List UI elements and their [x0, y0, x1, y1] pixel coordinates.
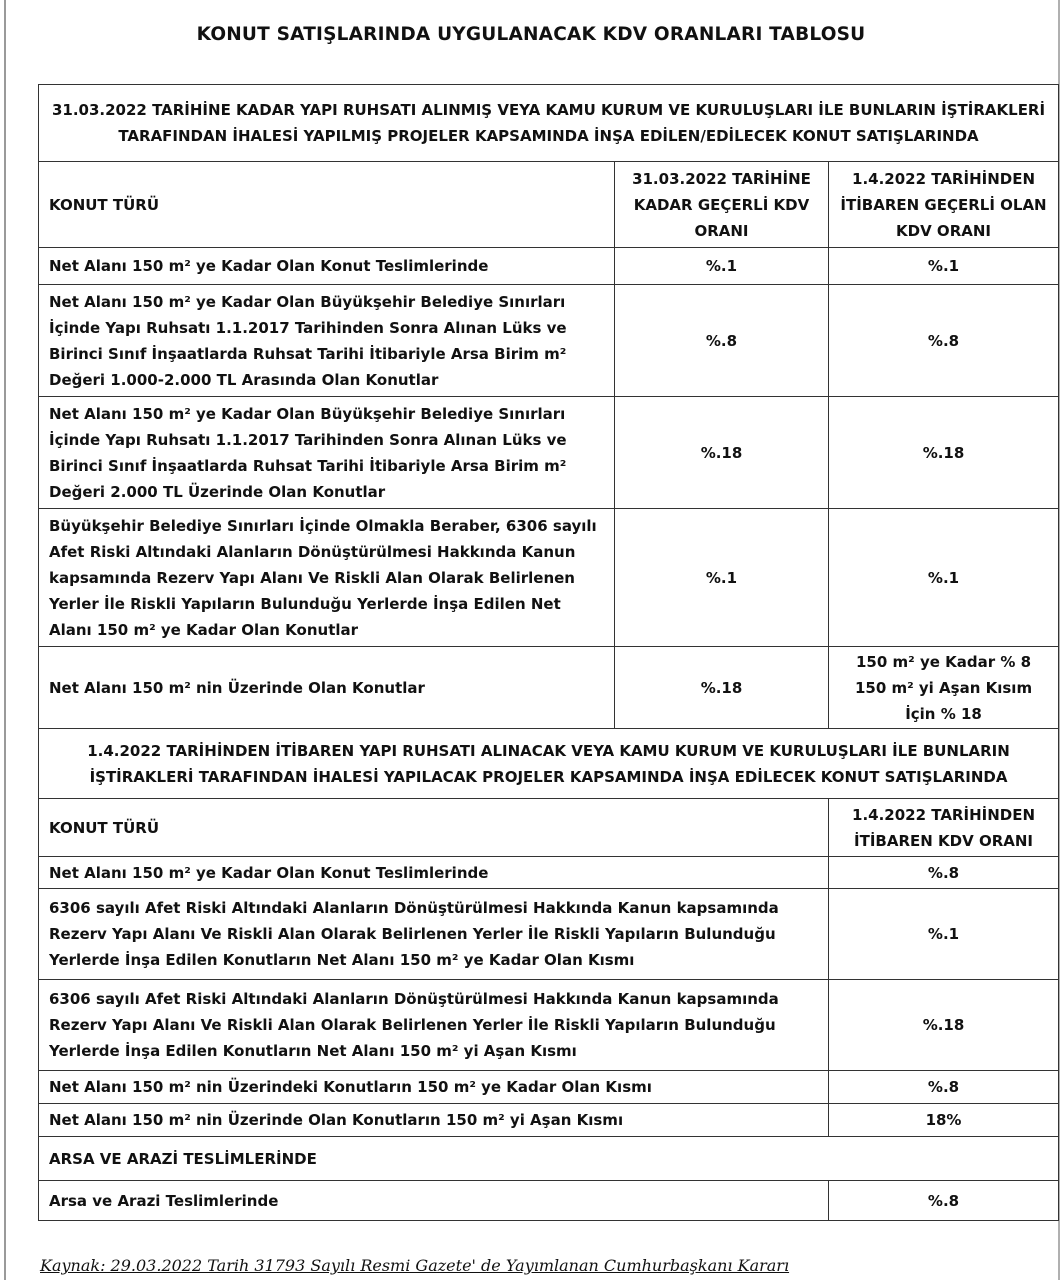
row-label: Büyükşehir Belediye Sınırları İçinde Olmakla Beraber, 6306 sayılı Afet Riski Altındaki Alanların Dönüştürülmesi Hakkında Kanun kapsamında Rezerv Yapı Alanı Ve Riskli Alan Olarak Belirlenen Yerler İle Riskli Yapıların Bulunduğu Yerlerde İnşa Edilen Net Alanı 150 m² ye Kadar Olan Konutlar: [39, 509, 615, 647]
table-row: [39, 397, 1059, 509]
row-label: 6306 sayılı Afet Riski Altındaki Alanların Dönüştürülmesi Hakkında Kanun kapsamında Rezerv Yapı Alanı Ve Riskli Alan Olarak Belirlenen Yerler İle Riskli Yapıların Bulunduğu Yerlerde İnşa Edilen Konutların Net Alanı 150 m² ye Kadar Olan Kısmı: [39, 889, 829, 980]
row-new-rate: 150 m² ye Kadar % 8 150 m² yi Aşan Kısım İçin % 18: [829, 647, 1059, 729]
table-row: [39, 1071, 1059, 1104]
row-label: Net Alanı 150 m² nin Üzerinde Olan Konutların 150 m² yi Aşan Kısmı: [39, 1104, 829, 1137]
row-new-rate: %.18: [829, 397, 1059, 509]
row-old-rate: %.18: [615, 647, 829, 729]
table-row: [39, 647, 1059, 729]
row-label: 6306 sayılı Afet Riski Altındaki Alanların Dönüştürülmesi Hakkında Kanun kapsamında Rezerv Yapı Alanı Ve Riskli Alan Olarak Belirlenen Yerler İle Riskli Yapıların Bulunduğu Yerlerde İnşa Edilen Konutların Net Alanı 150 m² yi Aşan Kısmı: [39, 980, 829, 1071]
row-old-rate: %.18: [615, 397, 829, 509]
section1-col-type: KONUT TÜRÜ: [39, 162, 615, 248]
row-old-rate: %.8: [615, 285, 829, 397]
row-rate: 18%: [829, 1104, 1059, 1137]
section2-col-type: KONUT TÜRÜ: [39, 799, 829, 857]
row-rate: %.18: [829, 980, 1059, 1071]
table-row: [39, 889, 1059, 980]
table-row: [39, 980, 1059, 1071]
section3-heading: ARSA VE ARAZİ TESLİMLERİNDE: [39, 1137, 1059, 1181]
section3-heading-row: [39, 1137, 1059, 1181]
row-label: Net Alanı 150 m² ye Kadar Olan Konut Teslimlerinde: [39, 857, 829, 889]
table-row: [39, 509, 1059, 647]
section1-col-old: 31.03.2022 TARİHİNE KADAR GEÇERLİ KDV ORANI: [615, 162, 829, 248]
row-rate: %.8: [829, 1071, 1059, 1104]
section2-heading-row: [39, 729, 1059, 799]
kdv-rates-table: [38, 84, 1059, 1221]
table-row: [39, 857, 1059, 889]
row-old-rate: %.1: [615, 248, 829, 285]
row-label: Net Alanı 150 m² nin Üzerindeki Konutların 150 m² ye Kadar Olan Kısmı: [39, 1071, 829, 1104]
section2-header-row: [39, 799, 1059, 857]
row-label: Arsa ve Arazi Teslimlerinde: [39, 1181, 829, 1221]
row-new-rate: %.1: [829, 509, 1059, 647]
section2-col-new: 1.4.2022 TARİHİNDEN İTİBAREN KDV ORANI: [829, 799, 1059, 857]
row-label: Net Alanı 150 m² nin Üzerinde Olan Konutlar: [39, 647, 615, 729]
row-label: Net Alanı 150 m² ye Kadar Olan Konut Teslimlerinde: [39, 248, 615, 285]
table-row: [39, 1104, 1059, 1137]
page-edge-left: [4, 0, 6, 1280]
table-row: [39, 1181, 1059, 1221]
table-row: [39, 248, 1059, 285]
section1-heading: 31.03.2022 TARİHİNE KADAR YAPI RUHSATI ALINMIŞ VEYA KAMU KURUM VE KURULUŞLARI İLE BUNLARIN İŞTİRAKLERİ TARAFINDAN İHALESİ YAPILMIŞ PROJELER KAPSAMINDA İNŞA EDİLEN/EDİLECEK KONUT SATIŞLARINDA: [39, 85, 1059, 162]
row-new-rate: %.1: [829, 248, 1059, 285]
row-rate: %.8: [829, 1181, 1059, 1221]
row-rate: %.8: [829, 857, 1059, 889]
table-row: [39, 285, 1059, 397]
source-footnote: Kaynak: 29.03.2022 Tarih 31793 Sayılı Resmi Gazete' de Yayımlanan Cumhurbaşkanı Kararı: [40, 1256, 790, 1275]
row-rate: %.1: [829, 889, 1059, 980]
row-label: Net Alanı 150 m² ye Kadar Olan Büyükşehir Belediye Sınırları İçinde Yapı Ruhsatı 1.1.2017 Tarihinden Sonra Alınan Lüks ve Birinci Sınıf İnşaatlarda Ruhsat Tarihi İtibariyle Arsa Birim m² Değeri 2.000 TL Üzerinde Olan Konutlar: [39, 397, 615, 509]
section2-heading: 1.4.2022 TARİHİNDEN İTİBAREN YAPI RUHSATI ALINACAK VEYA KAMU KURUM VE KURULUŞLARI İLE BUNLARIN İŞTİRAKLERİ TARAFINDAN İHALESİ YAPILACAK PROJELER KAPSAMINDA İNŞA EDİLECEK KONUT SATIŞLARINDA: [39, 729, 1059, 799]
row-old-rate: %.1: [615, 509, 829, 647]
row-new-rate: %.8: [829, 285, 1059, 397]
section1-col-new: 1.4.2022 TARİHİNDEN İTİBAREN GEÇERLİ OLAN KDV ORANI: [829, 162, 1059, 248]
section1-heading-row: [39, 85, 1059, 162]
row-label: Net Alanı 150 m² ye Kadar Olan Büyükşehir Belediye Sınırları İçinde Yapı Ruhsatı 1.1.2017 Tarihinden Sonra Alınan Lüks ve Birinci Sınıf İnşaatlarda Ruhsat Tarihi İtibariyle Arsa Birim m² Değeri 1.000-2.000 TL Arasında Olan Konutlar: [39, 285, 615, 397]
section1-header-row: [39, 162, 1059, 248]
page-title: KONUT SATIŞLARINDA UYGULANACAK KDV ORANLARI TABLOSU: [196, 24, 866, 45]
